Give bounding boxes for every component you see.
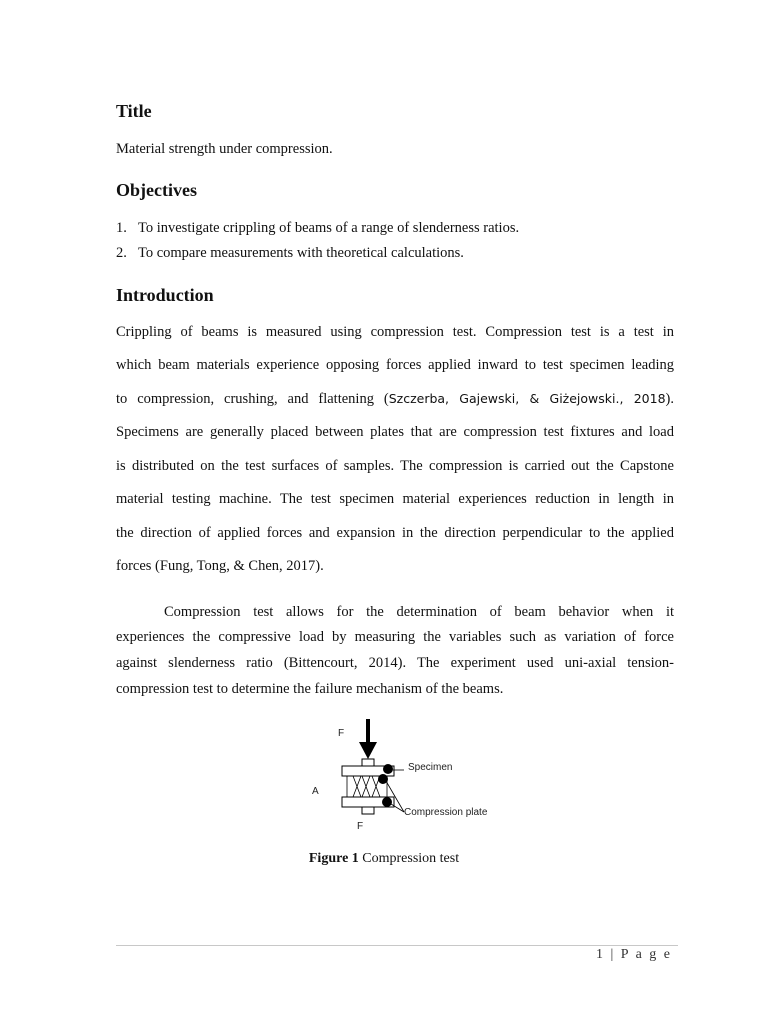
objectives-heading: Objectives — [116, 180, 197, 200]
top-stub — [362, 759, 374, 766]
caption-text: Compression test — [358, 851, 460, 866]
paragraph-line: compression test to determine the failure mechanism of the beams. — [116, 681, 504, 697]
force-label-bottom: F — [357, 821, 364, 832]
force-label-top: F — [338, 728, 345, 739]
compression-test-figure — [312, 716, 500, 841]
specimen-label: Specimen — [408, 762, 453, 773]
footer-divider — [116, 945, 678, 946]
introduction-heading: Introduction — [116, 285, 214, 305]
line-text: to compression, crushing, and flattening ( — [116, 391, 389, 407]
compression-plate-label: Compression plate — [404, 807, 488, 818]
paragraph-line: forces (Fung, Tong, & Chen, 2017). — [116, 558, 324, 574]
list-item — [116, 245, 464, 262]
citation: Szczerba, Gajewski, & Giżejowski., 2018 — [388, 391, 666, 406]
paragraph-line: Specimens are generally placed between plates that are compression test fixtures and load — [116, 424, 674, 440]
paragraph-line: Crippling of beams is measured using compression test. Compression test is a test in — [116, 324, 674, 340]
label-a: A — [312, 786, 319, 797]
list-text: To investigate crippling of beams of a range of slenderness ratios. — [138, 220, 520, 236]
title-text: Material strength under compression. — [116, 141, 333, 157]
list-item — [116, 220, 519, 237]
page-number: 1 | P a g e — [596, 947, 672, 962]
compression-diagram — [330, 716, 500, 841]
marker-dot — [383, 764, 393, 774]
paragraph-line — [116, 391, 674, 408]
list-text: To compare measurements with theoretical calculations. — [138, 245, 464, 261]
line-text: ). — [665, 391, 674, 407]
list-number: 1. — [116, 220, 127, 236]
figure-caption — [0, 851, 768, 867]
force-arrow-head — [359, 742, 377, 759]
paragraph-line: is distributed on the test surfaces of samples. The compression is carried out the Capstone — [116, 458, 674, 474]
paragraph-line: Compression test allows for the determination of beam behavior when it — [164, 604, 674, 620]
paragraph-line: against slenderness ratio (Bittencourt, 2014). The experiment used uni-axial tension- — [116, 655, 674, 671]
marker-dot — [382, 797, 392, 807]
paragraph-line: which beam materials experience opposing forces applied inward to test specimen leading — [116, 357, 674, 373]
paragraph-line: material testing machine. The test specimen material experiences reduction in length in — [116, 491, 674, 507]
paragraph-line: the direction of applied forces and expansion in the direction perpendicular to the applied — [116, 525, 674, 541]
paragraph-line: experiences the compressive load by measuring the variables such as variation of force — [116, 629, 674, 645]
caption-label: Figure 1 — [308, 851, 359, 866]
title-heading: Title — [116, 101, 152, 121]
bottom-stub — [362, 807, 374, 814]
list-number: 2. — [116, 245, 127, 261]
